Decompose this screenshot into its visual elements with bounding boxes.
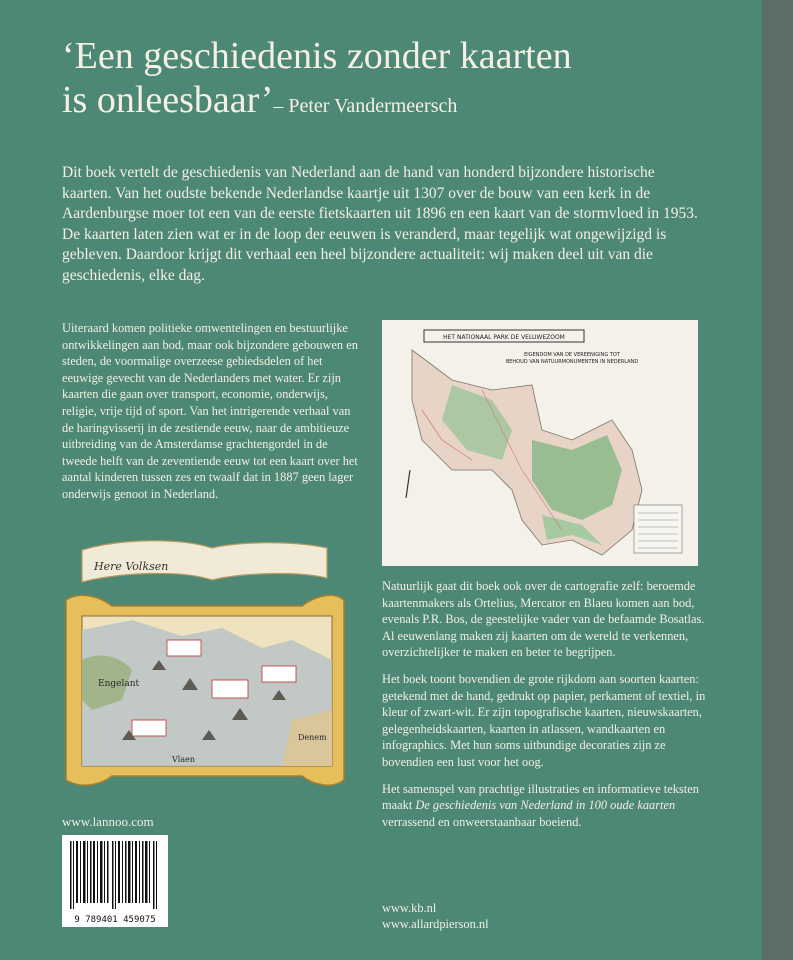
right-paragraph-1: Natuurlijk gaat dit boek ook over de cartografie zelf: beroemde kaartenmakers als Ortelius, Mercator en Blaeu komen aan bod, evenals P.R. Bos, de geestelijke vader van de befaamde Bosatlas. Al eeuwenlang maken zij kaarten om de wereld te verkennen, overzichtelijker te maken en beter te begrijpen. xyxy=(382,579,705,660)
partner-links xyxy=(382,900,489,933)
book-spine-edge xyxy=(762,0,793,960)
book-title-italic: De geschiedenis van Nederland in 100 oude kaarten xyxy=(415,798,676,813)
link-kb[interactable]: www.kb.nl xyxy=(382,901,437,915)
left-column xyxy=(62,320,362,503)
map1-subtitle-2: BEHOUD VAN NATUURMONUMENTEN IN NEDERLAND xyxy=(505,359,639,365)
isbn-number: 9 789401 459075 xyxy=(74,915,156,925)
quote-attribution: – Peter Vandermeersch xyxy=(273,95,458,117)
map2-banner-text: Here Volksen xyxy=(94,560,169,573)
veluwezoom-map-image xyxy=(382,320,698,566)
quote-line-1: ‘Een geschiedenis zonder kaarten xyxy=(62,35,572,77)
map2-label-vlaen: Vlaen xyxy=(172,755,195,764)
isbn-barcode xyxy=(62,835,168,927)
map1-subtitle-1: EIGENDOM VAN DE VEREENIGING TOT xyxy=(524,352,620,358)
intro-paragraph: Dit boek vertelt de geschiedenis van Nederland aan de hand van honderd bijzondere historische kaarten. Van het oudste bekende Nederlandse kaartje uit 1307 over de bouw van een kerk in de Aardenburgse moer tot een van de eerste fietskaarten uit 1896 en een kaart van de stormvloed in 1953. De kaarten laten zien wat er in de loop der eeuwen is veranderd, maar tegelijk wat ongewijzigd is gebleven. Daardoor krijgt dit verhaal een heel bijzondere actualiteit: wij maken deel uit van die geschiedenis, elke dag. xyxy=(62,164,698,284)
publisher-website[interactable]: www.lannoo.com xyxy=(62,814,154,829)
right-column xyxy=(382,578,712,840)
link-allardpierson[interactable]: www.allardpierson.nl xyxy=(382,917,489,932)
left-paragraph: Uiteraard komen politieke omwentelingen en bestuurlijke ontwikkelingen aan bod, maar ook bijzondere gebouwen en steden, de voormalige overzeese gebiedsdelen of het eeuwige gevecht van de Nederlanders met water. Er zijn kaarten die gaan over transport, economie, onderwijs, religie, vrije tijd of sport. Van het intrigerende verhaal van de haringvisserij in de zestiende eeuw, naar de ambitieuze uitbreiding van de Amsterdamse grachtengordel in de tweede helft van de zeventiende eeuw tot een kaart over het aantal kinderen tussen zes en twaalf dat in 1887 geen lager onderwijs genoot in Nederland. xyxy=(62,321,358,501)
haringvisserij-map-image xyxy=(62,540,347,808)
right-paragraph-3 xyxy=(382,781,712,831)
right-paragraph-3-start: Het samenspel van prachtige illustraties en informatieve teksten maakt xyxy=(382,781,699,813)
right-paragraph-2: Het boek toont bovendien de grote rijkdom aan soorten kaarten: getekend met de hand, gedrukt op papier, perkament of textiel, in kleur of zwart-wit. Er zijn topografische kaarten, nieuwskaarten, gelegenheidskaarten, kaarten in atlassen, wandkaarten en infographics. Met hun soms uitbundige decoraties zijn ze bovendien een lust voor het oog. xyxy=(382,671,706,769)
right-paragraph-3-end: verrassend en onweerstaanbaar boeiend. xyxy=(382,814,582,829)
cover-quote xyxy=(62,34,752,128)
map1-title: HET NATIONAAL PARK DE VELUWEZOOM xyxy=(443,334,565,341)
barcode-bars xyxy=(62,835,168,913)
quote-line-2: is onleesbaar’ xyxy=(62,79,274,121)
map2-label-denem: Denem xyxy=(298,733,327,742)
map2-label-engelant: Engelant xyxy=(98,679,140,689)
